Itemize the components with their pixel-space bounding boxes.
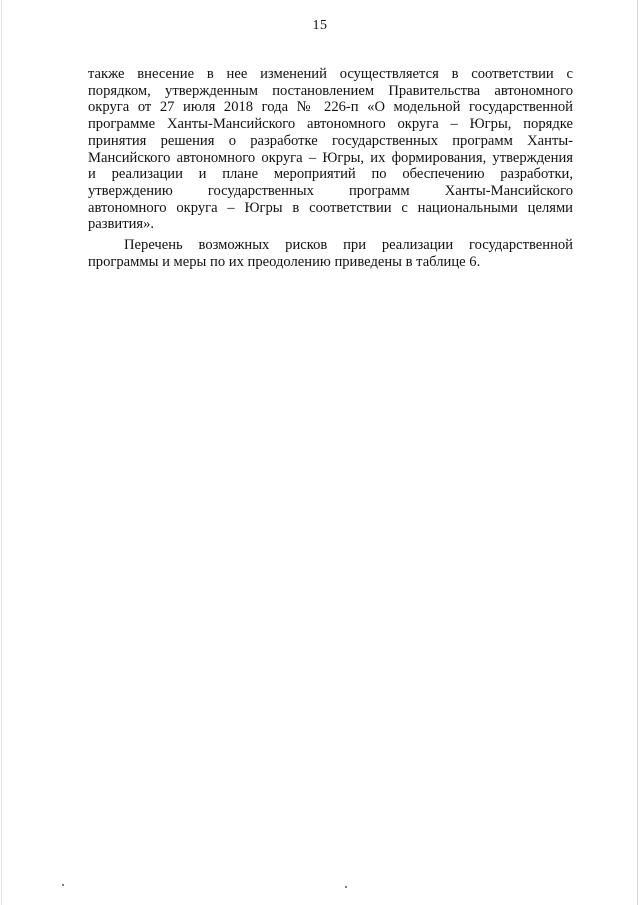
scan-edge-left <box>1 0 2 905</box>
paragraph-line: порядком, утвержденным постановлением Правительства автономного <box>88 82 573 99</box>
scan-edge-right <box>637 0 638 905</box>
paragraph-line: автономного округа – Югры в соответствии с национальными целями <box>88 199 573 216</box>
paragraph-1 <box>88 66 573 233</box>
page-number: 15 <box>312 18 328 33</box>
scan-speck <box>62 884 64 886</box>
paragraph-line: программе Ханты-Мансийского автономного округа – Югры, порядке <box>88 116 573 133</box>
paragraph-line: округа от 27 июля 2018 года № 226-п «О модельной государственной <box>88 99 573 116</box>
scan-speck <box>345 886 347 888</box>
paragraph-2 <box>88 237 573 270</box>
paragraph-line: утверждению государственных программ Ханты-Мансийского <box>88 182 573 199</box>
paragraph-line: Мансийского автономного округа – Югры, их формирования, утверждения <box>88 149 573 166</box>
paragraph-line: развития». <box>88 216 155 233</box>
paragraph-line: и реализации и плане мероприятий по обеспечению разработки, <box>88 166 573 183</box>
paragraph-line: также внесение в нее изменений осуществляется в соответствии с <box>88 66 573 82</box>
body-text <box>88 66 573 270</box>
paragraph-line: Перечень возможных рисков при реализации государственной <box>124 237 573 254</box>
paragraph-line: программы и меры по их преодолению приведены в таблице 6. <box>88 253 481 270</box>
paragraph-line: принятия решения о разработке государственных программ Ханты- <box>88 132 573 149</box>
